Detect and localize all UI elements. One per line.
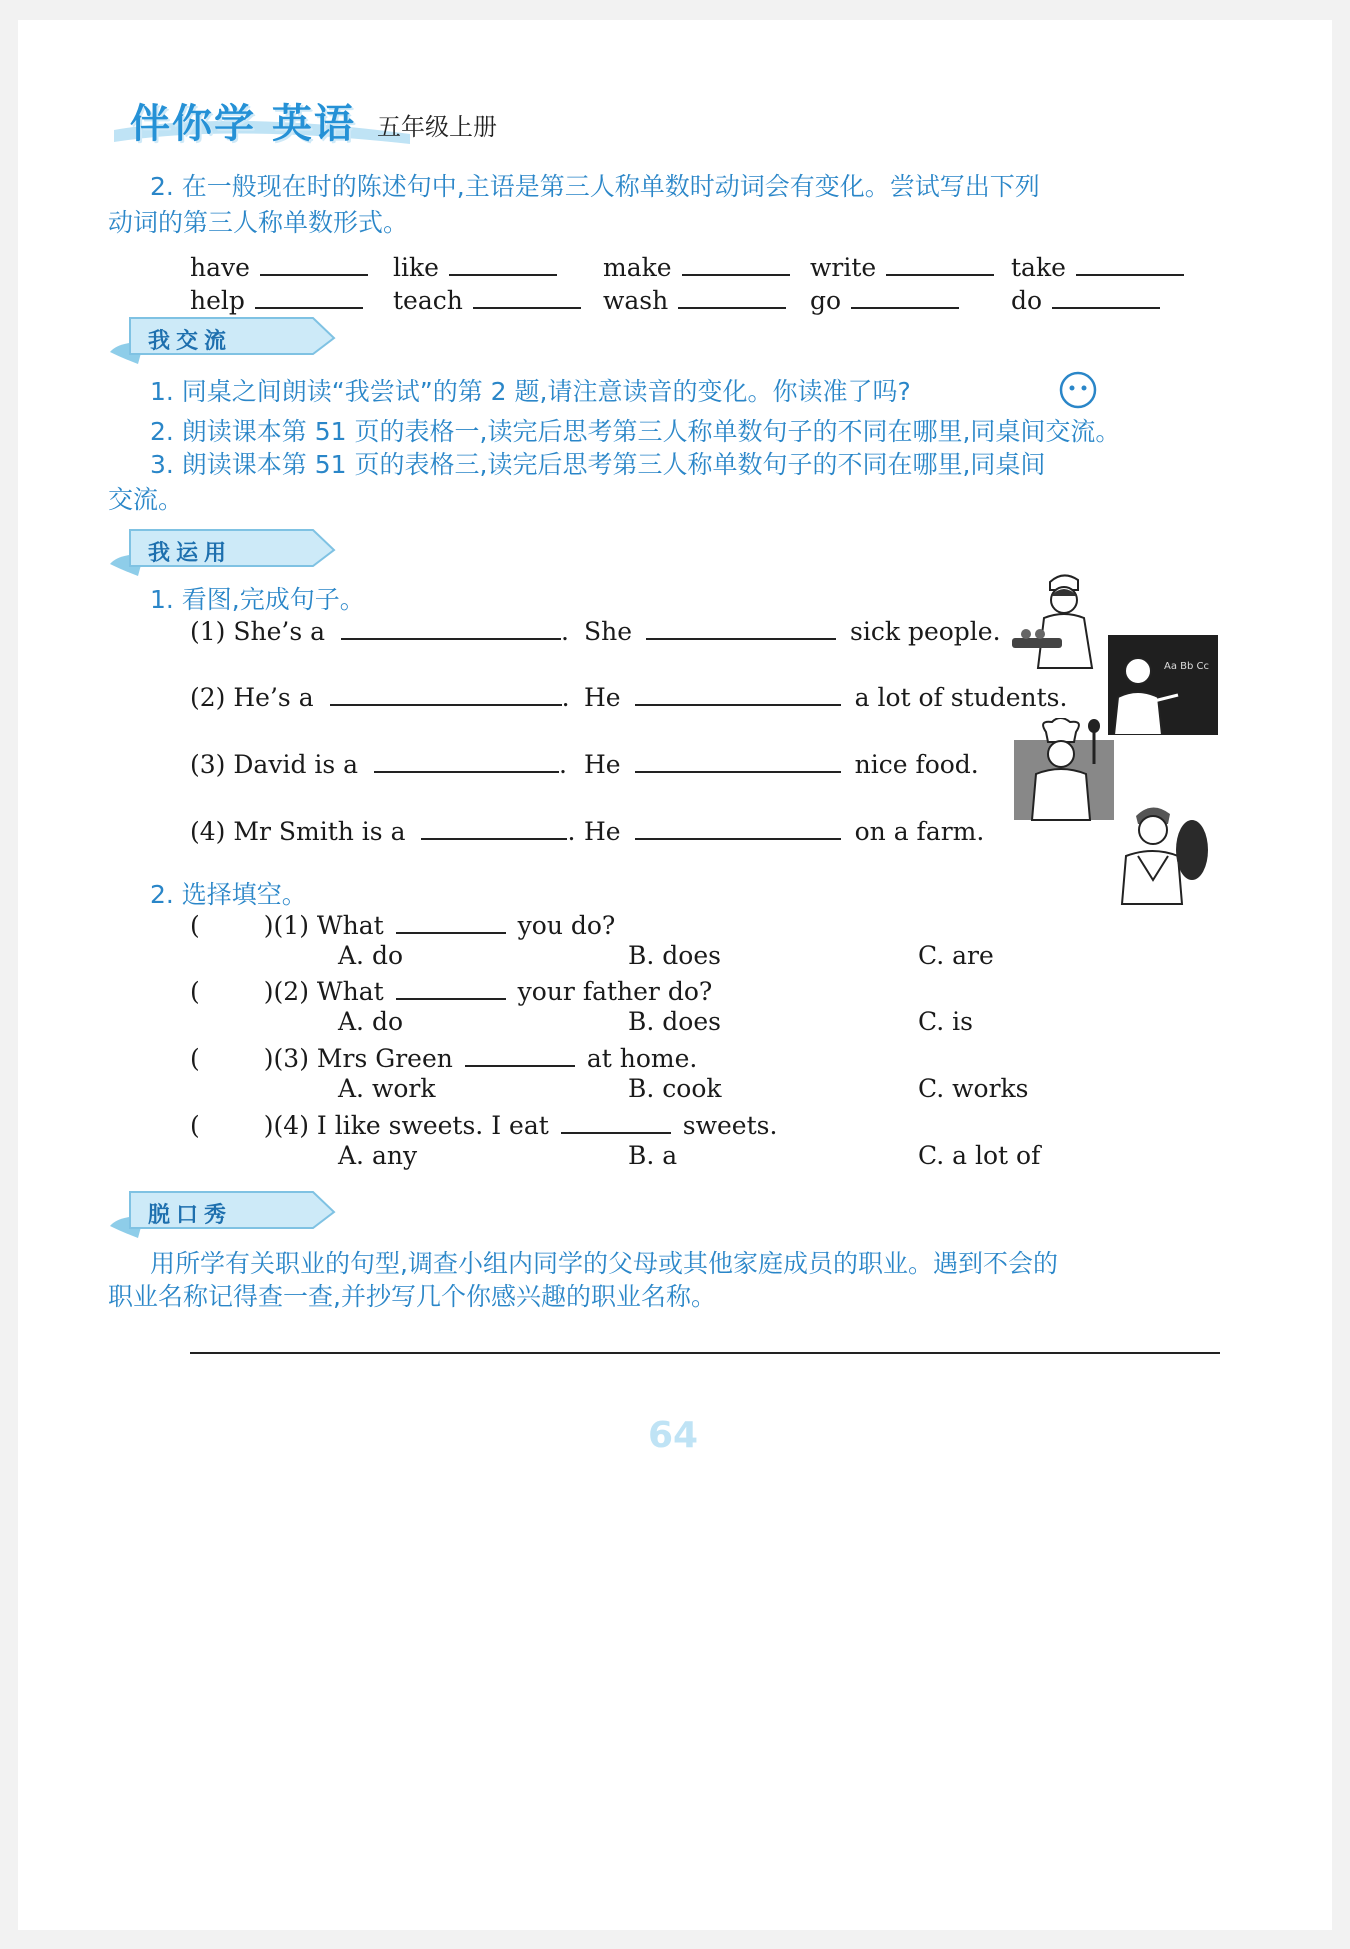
talk-item-3-cont: 交流。 <box>108 485 184 514</box>
cook-picture <box>1008 718 1118 827</box>
verb-answer-blank[interactable] <box>260 250 368 276</box>
verb-word: teach <box>393 286 463 315</box>
sentence-number: (2) <box>190 683 226 712</box>
question-number: (3) <box>273 1044 309 1073</box>
verb-answer-blank[interactable] <box>449 250 557 276</box>
sentence-number: (1) <box>190 617 226 646</box>
occupation-blank[interactable] <box>421 814 567 840</box>
question-number: (1) <box>273 911 309 940</box>
verb-answer-blank[interactable] <box>255 283 363 309</box>
verb-answer-blank[interactable] <box>682 250 790 276</box>
book-subtitle: 五年级上册 <box>377 113 498 141</box>
sentence-row-second <box>584 614 1001 646</box>
show-line1: 用所学有关职业的句型,调查小组内同学的父母或其他家庭成员的职业。遇到不会的 <box>150 1249 1058 1278</box>
verb-answer-blank[interactable] <box>678 283 786 309</box>
question-post: your father do? <box>517 977 713 1006</box>
option-c[interactable]: C. a lot of <box>918 1141 1041 1170</box>
option-a[interactable]: A. any <box>338 1141 418 1170</box>
option-b[interactable]: B. cook <box>628 1074 722 1103</box>
section-label-use: 我运用 <box>148 541 233 566</box>
verb-blank[interactable] <box>646 614 836 640</box>
sentence-part-c: nice food. <box>854 750 979 779</box>
verb-word: write <box>810 253 877 282</box>
occupation-blank[interactable] <box>330 680 562 706</box>
talk-item-1: 1. 同桌之间朗读“我尝试”的第 2 题,请注意读音的变化。你读准了吗? <box>150 377 911 406</box>
verb-item <box>603 250 790 282</box>
choice-blank[interactable] <box>396 974 506 1000</box>
verb-item <box>603 283 786 315</box>
verb-word: make <box>603 253 672 282</box>
verb-answer-blank[interactable] <box>1076 250 1184 276</box>
verb-word: like <box>393 253 439 282</box>
answer-paren-close[interactable]: ) <box>263 911 274 940</box>
verb-word: take <box>1011 253 1066 282</box>
verb-word: help <box>190 286 245 315</box>
occupation-blank[interactable] <box>374 747 559 773</box>
question-pre: What <box>316 977 384 1006</box>
answer-line[interactable] <box>190 1352 1220 1354</box>
farmer-picture <box>1108 800 1218 909</box>
verb-word: wash <box>603 286 669 315</box>
verb-word: do <box>1011 286 1043 315</box>
sentence-part-a: David is a <box>233 750 359 779</box>
sentence-part-a: She’s a <box>233 617 326 646</box>
workbook-page <box>18 20 1332 1930</box>
blackboard-text: Aa Bb Cc <box>1164 661 1210 672</box>
verb-word: have <box>190 253 250 282</box>
verb-blank[interactable] <box>635 747 841 773</box>
question-post: sweets. <box>682 1111 778 1140</box>
answer-paren-open[interactable]: ( <box>190 911 200 940</box>
page-number: 64 <box>648 1415 699 1456</box>
verb-answer-blank[interactable] <box>851 283 959 309</box>
answer-paren-open[interactable]: ( <box>190 977 200 1006</box>
verb-item <box>393 283 581 315</box>
sentence-number: (4) <box>190 817 226 846</box>
verb-item <box>190 250 368 282</box>
verb-item <box>1011 283 1160 315</box>
section-label-show: 脱口秀 <box>148 1203 233 1228</box>
header <box>110 90 498 147</box>
nurse-picture <box>1008 568 1118 677</box>
sentence-row-second <box>584 747 979 779</box>
question-pre: I like sweets. I eat <box>316 1111 549 1140</box>
verb-answer-blank[interactable] <box>473 283 581 309</box>
answer-paren-open[interactable]: ( <box>190 1044 200 1073</box>
sentence-row-second <box>584 814 984 846</box>
section-label-talk: 我交流 <box>148 329 233 354</box>
teacher-picture <box>1108 635 1218 739</box>
section-banner-use <box>108 520 348 580</box>
answer-paren-close[interactable]: ) <box>263 1044 274 1073</box>
sentence-part-c: sick people. <box>850 617 1001 646</box>
option-a[interactable]: A. do <box>338 1007 404 1036</box>
option-c[interactable]: C. works <box>918 1074 1029 1103</box>
sentence-row: (4) Mr Smith is a . <box>190 814 575 846</box>
verb-item <box>1011 250 1184 282</box>
sentence-row: (2) He’s a . <box>190 680 570 712</box>
show-line2: 职业名称记得查一查,并抄写几个你感兴趣的职业名称。 <box>108 1282 716 1311</box>
question-pre: What <box>316 911 384 940</box>
choice-question <box>190 908 615 940</box>
sentence-part-b: He <box>584 750 621 779</box>
talk-item-2: 2. 朗读课本第 51 页的表格一,读完后思考第三人称单数句子的不同在哪里,同桌间交流。 <box>150 417 1121 446</box>
verb-item <box>810 283 959 315</box>
sentence-part-c: a lot of students. <box>854 683 1068 712</box>
verb-word: go <box>810 286 842 315</box>
sentence-part-b: She <box>584 617 633 646</box>
choice-blank[interactable] <box>465 1041 575 1067</box>
try-q2-line2: 动词的第三人称单数形式。 <box>108 208 409 237</box>
question-post: at home. <box>586 1044 698 1073</box>
option-a[interactable]: A. do <box>338 941 404 970</box>
try-q2-line1: 2. 在一般现在时的陈述句中,主语是第三人称单数时动词会有变化。尝试写出下列 <box>150 172 1040 201</box>
option-b[interactable]: B. does <box>628 941 721 970</box>
occupation-blank[interactable] <box>341 614 561 640</box>
book-title: 伴你学 英语 <box>130 101 356 147</box>
verb-blank[interactable] <box>635 814 841 840</box>
verb-item <box>393 250 557 282</box>
sentence-part-a: He’s a <box>233 683 314 712</box>
section-banner-show <box>108 1182 348 1242</box>
option-a[interactable]: A. work <box>338 1074 436 1103</box>
verb-answer-blank[interactable] <box>886 250 994 276</box>
sentence-row: (1) She’s a . <box>190 614 569 646</box>
verb-blank[interactable] <box>635 680 841 706</box>
answer-paren-close[interactable]: ) <box>263 977 274 1006</box>
use-q2-title: 2. 选择填空。 <box>150 880 307 909</box>
question-number: (4) <box>273 1111 309 1140</box>
sentence-row: (3) David is a . <box>190 747 567 779</box>
question-post: you do? <box>517 911 616 940</box>
use-q1-title: 1. 看图,完成句子。 <box>150 585 365 614</box>
sentence-row-second <box>584 680 1067 712</box>
smiley-icon <box>1058 370 1098 414</box>
sentence-part-b: He <box>584 683 621 712</box>
choice-question <box>190 1041 697 1073</box>
section-banner-talk <box>108 308 348 368</box>
option-c[interactable]: C. is <box>918 1007 973 1036</box>
question-number: (2) <box>273 977 309 1006</box>
option-b[interactable]: B. a <box>628 1141 678 1170</box>
sentence-part-b: He <box>584 817 621 846</box>
choice-question <box>190 974 712 1006</box>
sentence-part-c: on a farm. <box>854 817 985 846</box>
choice-blank[interactable] <box>561 1108 671 1134</box>
sentence-part-a: Mr Smith is a <box>233 817 406 846</box>
option-b[interactable]: B. does <box>628 1007 721 1036</box>
choice-blank[interactable] <box>396 908 506 934</box>
verb-answer-blank[interactable] <box>1052 283 1160 309</box>
question-pre: Mrs Green <box>316 1044 453 1073</box>
choice-question <box>190 1108 777 1140</box>
sentence-number: (3) <box>190 750 226 779</box>
verb-item <box>810 250 994 282</box>
option-c[interactable]: C. are <box>918 941 994 970</box>
answer-paren-open[interactable]: ( <box>190 1111 200 1140</box>
talk-item-3: 3. 朗读课本第 51 页的表格三,读完后思考第三人称单数句子的不同在哪里,同桌间 <box>150 450 1046 479</box>
answer-paren-close[interactable]: ) <box>263 1111 274 1140</box>
